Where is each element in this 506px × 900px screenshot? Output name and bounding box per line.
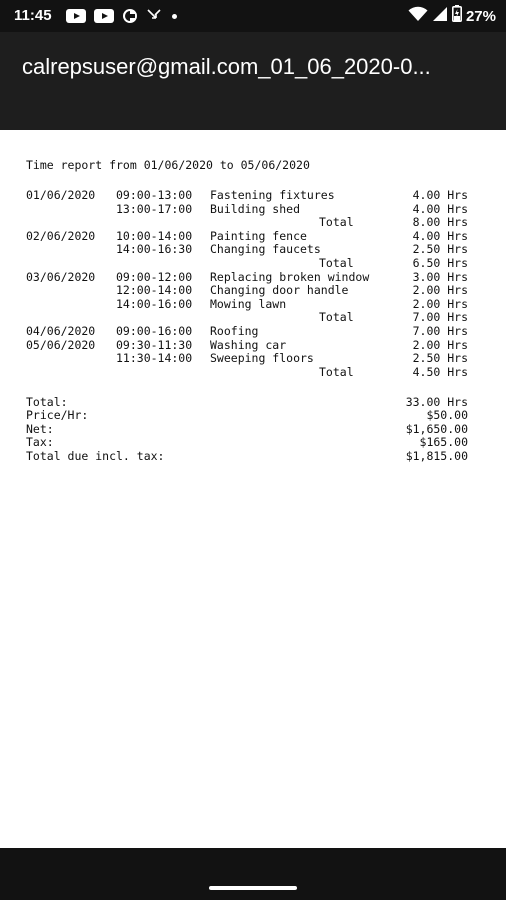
notification-icons [66,8,185,24]
battery-percent: 27% [465,7,496,25]
entry-task: Washing car [210,338,287,352]
report-row [0,243,506,256]
gesture-handle[interactable] [209,886,297,890]
entry-time: 09:30-11:30 [116,338,193,352]
entry-task: Mowing lawn [210,297,287,311]
day-total-hours: 6.50 Hrs [412,256,468,270]
summary-label: Total: [26,395,68,409]
signal-icon [432,6,448,27]
entry-hours: 4.00 Hrs [412,202,468,216]
youtube-icon [94,9,114,23]
day-total-row [0,216,506,229]
entry-task: Changing door handle [210,283,349,297]
entry-hours: 3.00 Hrs [412,270,468,284]
entry-hours: 7.00 Hrs [412,324,468,338]
entry-time: 12:00-14:00 [116,283,193,297]
entry-time: 11:30-14:00 [116,351,193,365]
entry-task: Replacing broken window [210,270,370,284]
entry-hours: 4.00 Hrs [412,188,468,202]
system-icons [404,6,496,26]
notification-dot-icon [172,14,177,19]
day-total-row [0,257,506,270]
report-row [0,352,506,365]
report-row [0,189,506,202]
status-bar [0,0,506,32]
day-total-label: Total [319,215,354,229]
entry-task: Sweeping floors [210,351,314,365]
entry-time: 09:00-13:00 [116,188,193,202]
summary-value: $1,815.00 [405,449,468,463]
entry-hours: 2.50 Hrs [412,242,468,256]
app-bar [0,32,506,130]
day-total-hours: 4.50 Hrs [412,365,468,379]
entry-date: 04/06/2020 [26,324,96,338]
entry-date: 05/06/2020 [26,338,96,352]
day-total-label: Total [319,310,354,324]
summary-row [0,409,506,422]
summary-value: $1,650.00 [405,422,468,436]
day-total-hours: 8.00 Hrs [412,215,468,229]
report-row [0,284,506,297]
document-title: calrepsuser@gmail.com_01_06_2020-0... [22,54,431,79]
day-total-row [0,366,506,379]
summary-label: Price/Hr: [26,408,89,422]
entry-task: Fastening fixtures [210,188,335,202]
day-total-label: Total [319,256,354,270]
circle-app-icon [122,8,138,24]
entry-time: 14:00-16:00 [116,297,193,311]
entry-date: 02/06/2020 [26,229,96,243]
entry-hours: 2.50 Hrs [412,351,468,365]
summary-row [0,450,506,463]
entry-date: 03/06/2020 [26,270,96,284]
summary-value: 33.00 Hrs [405,395,468,409]
crossed-arrows-icon [146,6,162,27]
entry-hours: 2.00 Hrs [412,297,468,311]
summary-row [0,436,506,449]
summary-label: Tax: [26,435,54,449]
summary-label: Total due incl. tax: [26,449,165,463]
day-total-row [0,311,506,324]
entry-task: Roofing [210,324,259,338]
entry-task: Changing faucets [210,242,321,256]
entry-date: 01/06/2020 [26,188,96,202]
entry-task: Building shed [210,202,301,216]
entry-hours: 4.00 Hrs [412,229,468,243]
report-row [0,325,506,338]
wifi-icon [408,6,428,27]
report-header: Time report from 01/06/2020 to 05/06/2020 [26,158,310,172]
entry-time: 13:00-17:00 [116,202,193,216]
summary-value: $165.00 [419,435,468,449]
entry-hours: 2.00 Hrs [412,283,468,297]
day-total-hours: 7.00 Hrs [412,310,468,324]
entry-time: 10:00-14:00 [116,229,193,243]
status-time: 11:45 [14,7,52,24]
entry-time: 09:00-16:00 [116,324,193,338]
entry-time: 09:00-12:00 [116,270,193,284]
summary-label: Net: [26,422,54,436]
day-total-label: Total [319,365,354,379]
navigation-bar [0,848,506,900]
entry-task: Painting fence [210,229,307,243]
entry-hours: 2.00 Hrs [412,338,468,352]
summary-value: $50.00 [426,408,468,422]
youtube-icon [66,9,86,23]
battery-icon [452,5,462,27]
entry-time: 14:00-16:30 [116,242,193,256]
